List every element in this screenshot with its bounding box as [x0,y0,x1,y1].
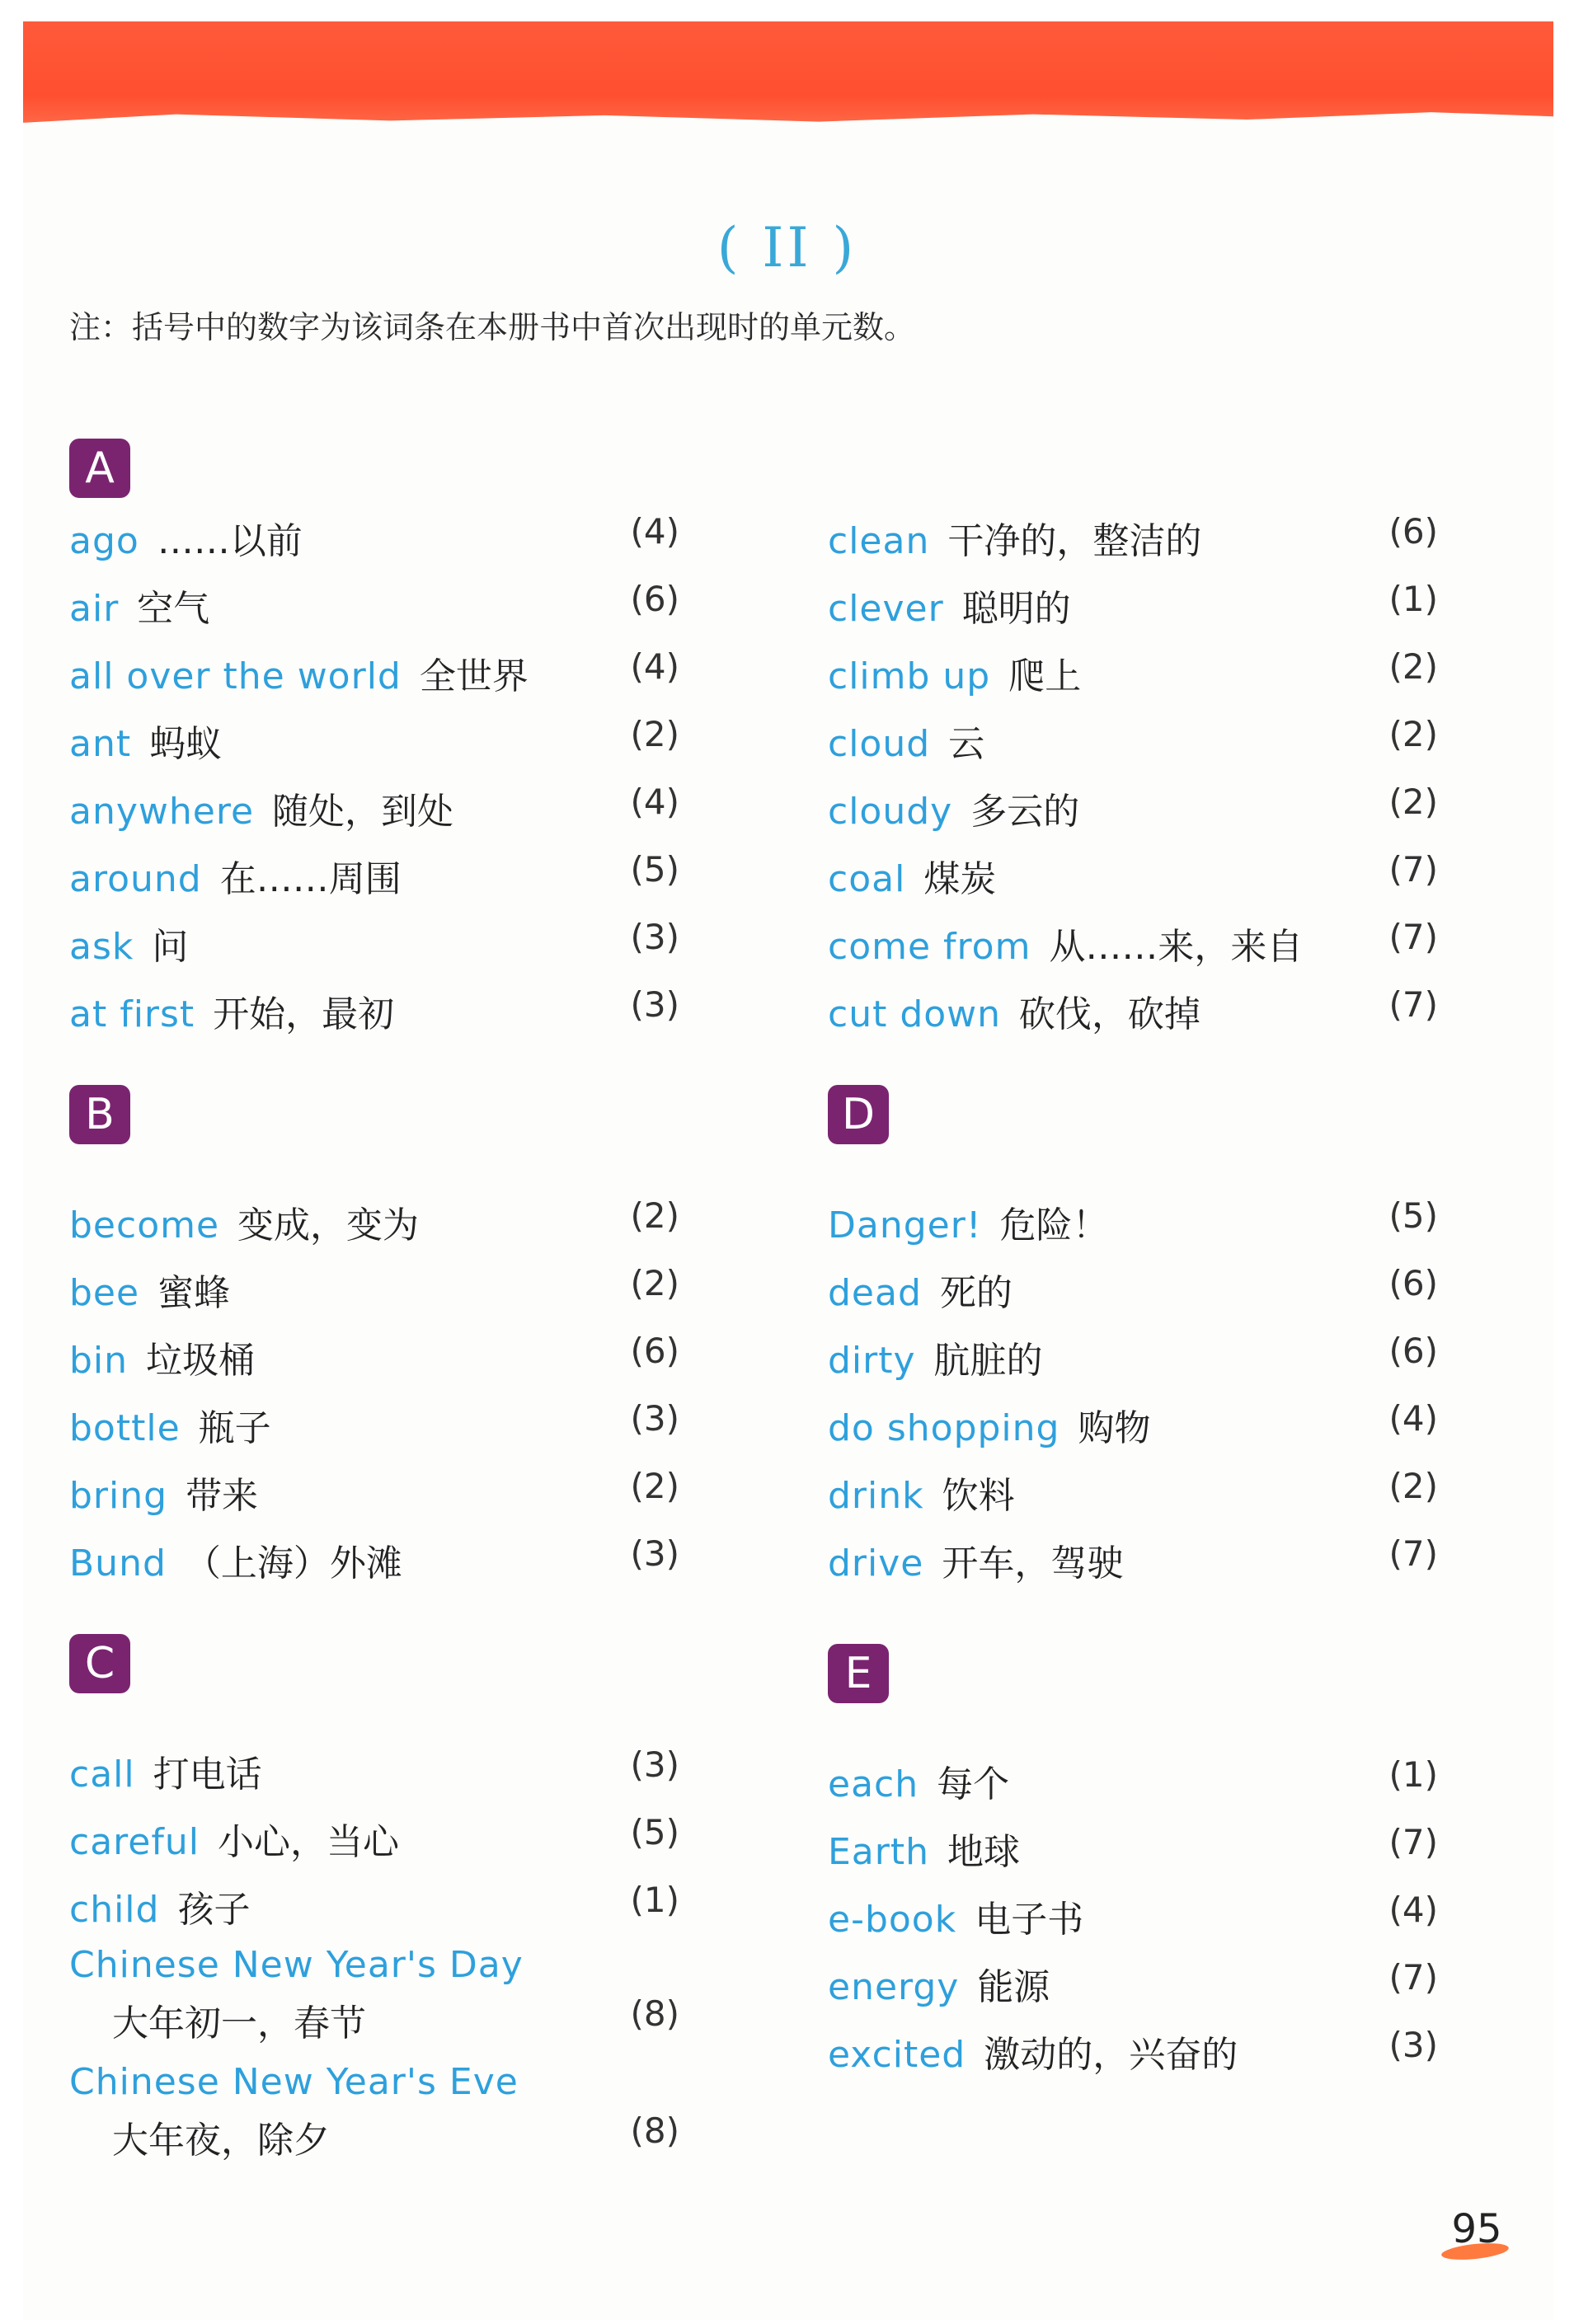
entry-en: do shopping [828,1407,1060,1449]
entry-en: ant [69,723,132,765]
entry-unit: (1) [630,1880,679,1920]
entry-unit: (7) [1388,1822,1438,1862]
entry-unit: (4) [630,511,679,552]
entry-en: call [69,1754,135,1796]
entry-unit: (6) [1388,511,1438,552]
entry-zh: 聪明的 [961,588,1071,630]
entry-zh: 打电话 [153,1754,262,1796]
entry-en: air [69,588,120,630]
entry-zh: 干净的，整洁的 [947,520,1202,562]
entry-unit: (2) [630,1195,679,1236]
entry-en: Chinese New Year's Day [69,1944,524,1986]
entry-en: drive [828,1542,924,1585]
entry-en: each [828,1763,919,1805]
entry-zh: 小心，当心 [217,1821,399,1863]
entry-en: cloudy [828,791,953,833]
entry-zh: 云 [948,723,985,765]
section-badge-a: A [69,439,130,498]
entry-unit: (7) [1388,1957,1438,1998]
entry-unit: (5) [630,849,679,890]
entry-en: clean [828,520,930,562]
section-badge-e: E [828,1644,889,1703]
entry-unit: (7) [1388,1533,1438,1574]
entry-zh: 激动的，兴奋的 [984,2034,1238,2076]
entry-unit: (8) [630,2110,679,2151]
entry-unit: (7) [1388,849,1438,890]
list-item [828,984,1438,1042]
left-column [69,439,679,2211]
list-item [69,1398,679,1456]
entry-unit: (4) [630,782,679,822]
entry-unit: (3) [630,1744,679,1785]
entry-en: cloud [828,723,931,765]
entry-zh: 能源 [977,1966,1050,2008]
entry-zh: 蜜蜂 [157,1272,231,1314]
entry-unit: (3) [630,1398,679,1439]
entry-en: Danger! [828,1204,982,1247]
section-badge-b: B [69,1085,130,1144]
entry-zh: 随处，到处 [272,791,454,833]
entry-zh: 开车，驾驶 [942,1542,1124,1585]
list-item [69,1533,679,1591]
entry-en: drink [828,1475,924,1517]
entry-en: energy [828,1966,960,2008]
list-item [828,1890,1438,1947]
list-item [828,1822,1438,1880]
entry-en: around [69,858,202,900]
entry-zh: 煤炭 [923,858,997,900]
list-item [69,1466,679,1524]
list-item [828,1533,1438,1591]
entry-en: become [69,1204,220,1247]
entry-zh: 肮脏的 [933,1340,1043,1382]
entry-en: bee [69,1272,140,1314]
entry-unit: (4) [1388,1890,1438,1930]
entry-unit: (2) [630,714,679,754]
entry-zh: 死的 [939,1272,1013,1314]
list-item [828,511,1438,569]
note-text: 注：括号中的数字为该词条在本册书中首次出现时的单元数。 [69,309,916,345]
list-item [69,714,679,772]
entry-en: dirty [828,1340,916,1382]
entry-unit: (5) [630,1812,679,1852]
entry-unit: (3) [630,1533,679,1574]
right-column [828,439,1438,2211]
list-item [69,1263,679,1321]
list-item [69,579,679,636]
entry-en: ago [69,520,139,562]
page-title: ( II ) [717,216,857,279]
entry-zh: 危险！ [999,1204,1109,1247]
entry-zh: 大年夜，除夕 [112,2120,330,2162]
entry-zh: 孩子 [177,1889,251,1931]
entry-zh: 每个 [937,1763,1010,1805]
entry-en: clever [828,588,944,630]
list-item [828,646,1438,704]
entry-en: Bund [69,1542,167,1585]
decorative-top-band [23,21,1553,127]
entry-zh: 饮料 [942,1475,1015,1517]
entry-zh: 多云的 [970,791,1080,833]
list-item [69,1944,679,2051]
entry-zh: 砍伐，砍掉 [1019,993,1201,1035]
section-badge-c: C [69,1634,130,1693]
entry-zh: 变成，变为 [237,1204,420,1247]
page-number: 95 [1451,2206,1502,2252]
list-item [828,579,1438,636]
entry-en: climb up [828,655,991,697]
list-item [69,782,679,839]
entry-zh: 全世界 [419,655,529,697]
entry-zh: 电子书 [975,1899,1084,1941]
entry-en: bring [69,1475,168,1517]
entry-unit: (3) [630,917,679,957]
list-item [69,511,679,569]
entry-en: cut down [828,993,1002,1035]
list-item [69,1331,679,1388]
entry-unit: (8) [630,1993,679,2034]
entry-unit: (3) [1388,2025,1438,2065]
entry-en: at first [69,993,195,1035]
list-item [69,984,679,1042]
entry-en: all over the world [69,655,402,697]
entry-unit: (7) [1388,917,1438,957]
entry-unit: (2) [1388,1466,1438,1506]
entry-en: anywhere [69,791,255,833]
section-badge-d: D [828,1085,889,1144]
list-item [828,1263,1438,1321]
entry-zh: 问 [152,926,189,968]
list-item [828,1398,1438,1456]
entry-en: e-book [828,1899,957,1941]
entry-zh: 从……来，来自 [1049,926,1304,968]
entry-zh: 爬上 [1008,655,1082,697]
entry-unit: (6) [630,579,679,619]
list-item [828,782,1438,839]
entry-en: come from [828,926,1031,968]
entry-unit: (6) [1388,1263,1438,1303]
list-item [828,1195,1438,1253]
list-item [69,1812,679,1870]
entry-unit: (1) [1388,1754,1438,1795]
entry-zh: 垃圾桶 [146,1340,256,1382]
list-item [69,1195,679,1253]
entry-en: careful [69,1821,200,1863]
list-item [828,849,1438,907]
list-item [69,646,679,704]
entry-zh: 蚂蚁 [149,723,223,765]
list-item [69,1880,679,1937]
entry-unit: (6) [1388,1331,1438,1371]
entry-unit: (2) [1388,782,1438,822]
list-item [828,1754,1438,1812]
entry-zh: 带来 [186,1475,259,1517]
entry-unit: (3) [630,984,679,1025]
list-item [828,917,1438,974]
entry-en: ask [69,926,134,968]
list-item [828,1957,1438,2015]
entry-unit: (4) [630,646,679,687]
entry-unit: (2) [1388,714,1438,754]
entry-unit: (2) [630,1263,679,1303]
entry-en: bottle [69,1407,181,1449]
list-item [828,2025,1438,2082]
entry-zh: 开始，最初 [213,993,395,1035]
list-item [69,2061,679,2168]
list-item [69,849,679,907]
entry-unit: (6) [630,1331,679,1371]
entry-en: coal [828,858,906,900]
entry-en: child [69,1889,160,1931]
entry-zh: 大年初一，春节 [112,2002,366,2045]
entry-en: Chinese New Year's Eve [69,2061,519,2103]
list-item [69,917,679,974]
entry-zh: 在……周围 [219,858,402,900]
entry-zh: 空气 [137,588,210,630]
list-item [828,1466,1438,1524]
list-item [828,1331,1438,1388]
entry-zh: （上海）外滩 [184,1542,402,1585]
entry-en: bin [69,1340,129,1382]
entry-unit: (4) [1388,1398,1438,1439]
list-item [69,1744,679,1802]
entry-zh: 购物 [1078,1407,1151,1449]
entry-en: dead [828,1272,922,1314]
entry-zh: 瓶子 [198,1407,271,1449]
entry-unit: (7) [1388,984,1438,1025]
list-item [828,714,1438,772]
entry-unit: (5) [1388,1195,1438,1236]
entry-unit: (1) [1388,579,1438,619]
entry-en: Earth [828,1831,929,1873]
entry-unit: (2) [1388,646,1438,687]
entry-en: excited [828,2034,966,2076]
entry-zh: 地球 [947,1831,1020,1873]
entry-unit: (2) [630,1466,679,1506]
entry-zh: ……以前 [157,520,303,562]
